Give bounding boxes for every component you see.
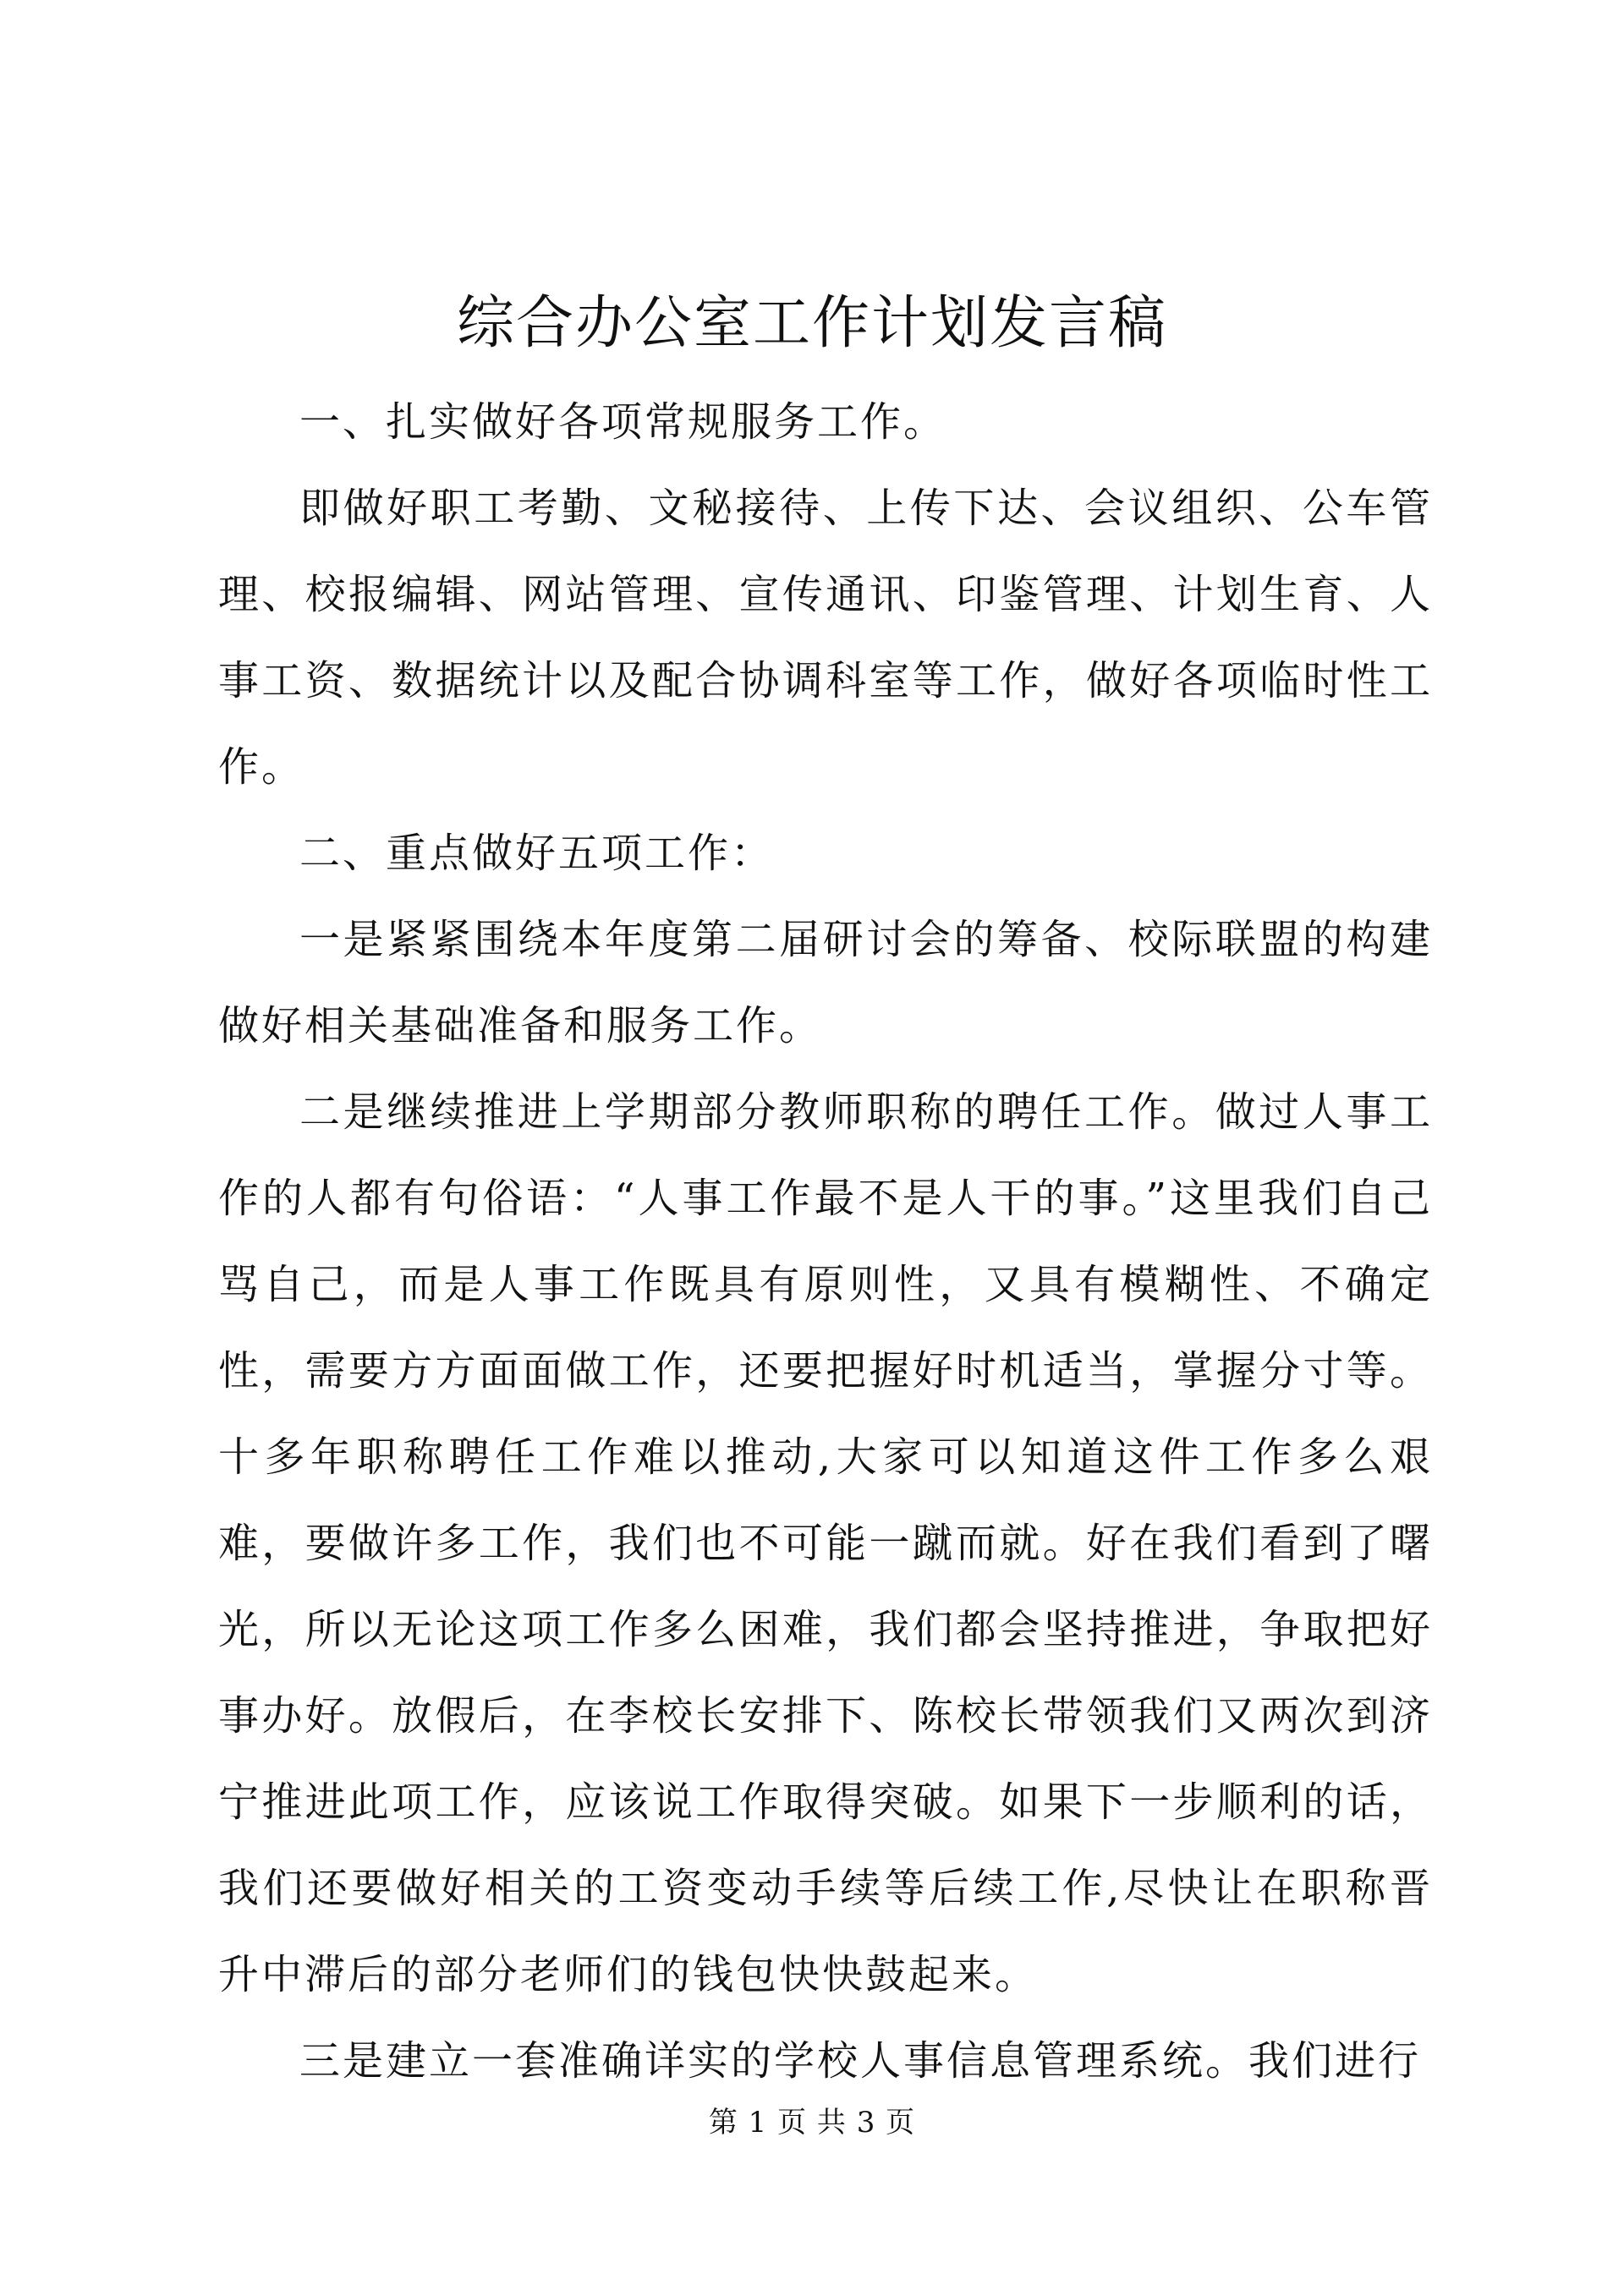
document-title: 综合办公室工作计划发言稿 [456,290,1167,357]
paragraph-item-one: 一是紧紧围绕本年度第二届研讨会的筹备、校际联盟的构建做好相关基础准备和服务工作。 [218,916,1433,1049]
paragraph-routine-duties: 即做好职工考勤、文秘接待、上传下达、会议组织、公车管理、校报编辑、网站管理、宣传通讯、印鉴管理、计划生育、人事工资、数据统计以及配合协调科室等工作，做好各项临时性工作。 [218,485,1433,791]
paragraph-item-two: 二是继续推进上学期部分教师职称的聘任工作。做过人事工作的人都有句俗语：“人事工作最不是人干的事。”这里我们自己骂自己，而是人事工作既具有原则性，又具有模糊性、不确定性，需要方方面面做工作，还要把握好时机适当，掌握分寸等。十多年职称聘任工作难以推动,大家可以知道这件工作多么艰难，要做许多工作，我们也不可能一蹴而就。好在我们看到了曙光，所以无论这项工作多么困难，我们都会坚持推进，争取把好事办好。放假后，在李校长安排下、陈校长带领我们又两次到济宁推进此项工作，应该说工作取得突破。如果下一步顺利的话，我们还要做好相关的工资变动手续等后续工作,尽快让在职称晋升中滞后的部分老师们的钱包快快鼓起来。 [218,1088,1433,1998]
paragraph-section-one-heading: 一、扎实做好各项常规服务工作。 [299,398,947,446]
paragraph-item-three: 三是建立一套准确详实的学校人事信息管理系统。我们进行 [299,2037,1422,2085]
paragraph-section-two-heading: 二、重点做好五项工作： [299,830,775,877]
page-footer: 第 1 页 共 3 页 [708,2106,916,2140]
document-body [218,379,1433,2104]
